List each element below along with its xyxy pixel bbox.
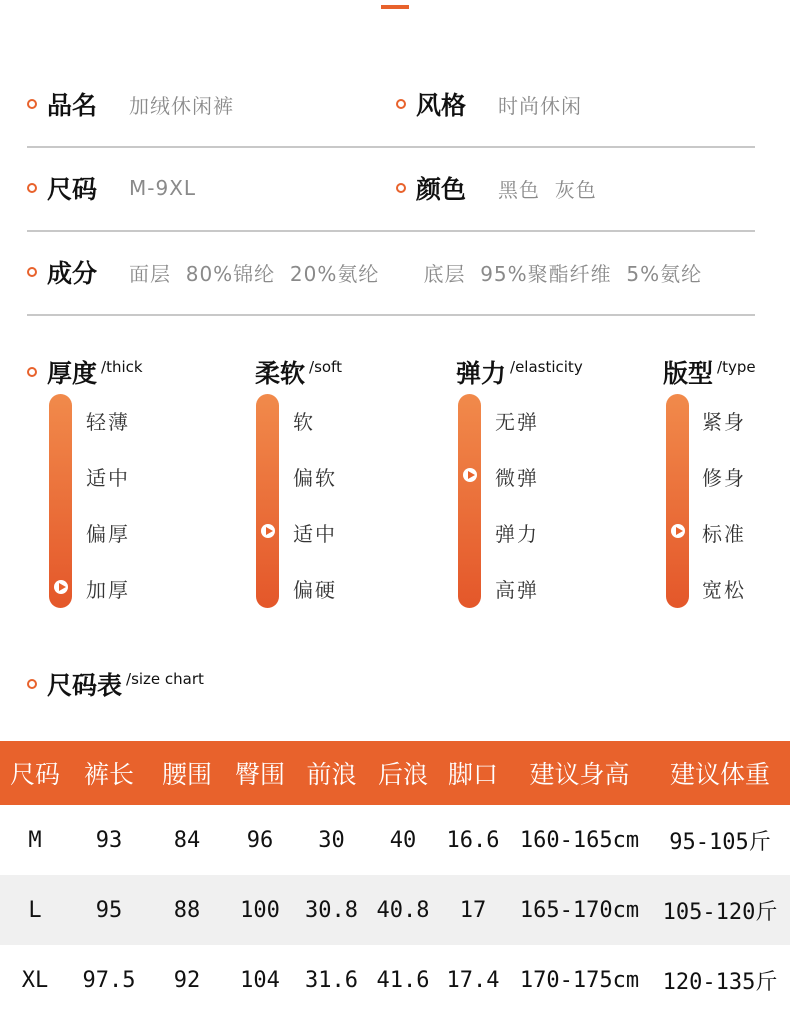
table-cell: 95 (70, 875, 148, 945)
table-cell: L (0, 875, 70, 945)
bullet-ring-icon (396, 99, 406, 109)
attribute-en-label: /type (717, 358, 756, 376)
table-cell: 93 (95, 827, 123, 853)
info-value: M-9XL (129, 176, 197, 200)
column-header: 建议体重 (650, 741, 790, 805)
size-table (0, 741, 790, 1015)
table-cell: 40.8 (369, 875, 437, 945)
bullet-ring-icon (27, 367, 37, 377)
scale-level: 适中 (293, 522, 337, 546)
scale-level: 轻薄 (86, 410, 130, 434)
table-cell: 41.6 (376, 967, 430, 993)
table-header-row (0, 741, 790, 805)
info-label: 颜色 (416, 175, 467, 204)
info-value: 黑色 灰色 (498, 177, 597, 202)
info-label: 尺码 (47, 175, 98, 204)
info-value: 时尚休闲 (498, 93, 583, 118)
table-cell: 160-165cm (519, 827, 640, 853)
info-row-name-style (27, 62, 755, 148)
bullet-ring-icon (27, 267, 37, 277)
info-label: 成分 (47, 259, 98, 288)
size-chart-en-label: /size chart (126, 670, 204, 688)
scale-bar (666, 394, 689, 608)
scale-level: 微弹 (495, 466, 539, 490)
table-row (0, 805, 790, 875)
table-cell: 95-105斤 (669, 829, 771, 855)
attribute-header (663, 352, 783, 392)
table-cell: 40 (389, 827, 417, 853)
play-marker-icon (261, 524, 275, 538)
bullet-ring-icon (27, 99, 37, 109)
scale-level: 修身 (702, 466, 746, 490)
column-header: 后浪 (369, 741, 437, 805)
info-label: 风格 (416, 91, 467, 120)
table-cell: 31.6 (305, 967, 358, 993)
play-marker-icon (463, 468, 477, 482)
info-item-size (27, 146, 196, 230)
scale-bar (458, 394, 481, 608)
scale-level: 高弹 (495, 578, 539, 602)
table-cell: 30 (318, 827, 345, 853)
table-cell: 92 (173, 967, 201, 993)
play-marker-icon (671, 524, 685, 538)
scale-level: 适中 (86, 466, 130, 490)
table-cell: 88 (148, 875, 226, 945)
table-cell: 165-170cm (509, 875, 650, 945)
attribute-title: 厚度 (47, 359, 98, 388)
column-header: 脚口 (437, 741, 509, 805)
attribute-thick (27, 352, 207, 612)
info-value: 加绒休闲裤 (129, 93, 235, 118)
scale-level: 偏软 (293, 466, 337, 490)
scale-bar (49, 394, 72, 608)
table-row (0, 875, 790, 945)
bullet-ring-icon (27, 679, 37, 689)
scale-level: 无弹 (495, 410, 539, 434)
info-label: 品名 (47, 91, 98, 120)
scale-level: 宽松 (702, 578, 746, 602)
play-marker-icon (54, 580, 68, 594)
attribute-header (255, 352, 435, 392)
info-item-color (396, 146, 597, 230)
table-cell: 100 (226, 875, 294, 945)
table-cell: 96 (246, 827, 274, 853)
table-cell: 170-175cm (519, 967, 640, 993)
attribute-en-label: /soft (309, 358, 342, 376)
table-cell: 17 (437, 875, 509, 945)
scale-level: 偏硬 (293, 578, 337, 602)
table-cell: 97.5 (82, 967, 136, 993)
scale-level: 软 (293, 410, 315, 434)
column-header: 前浪 (294, 741, 369, 805)
scale-bar (256, 394, 279, 608)
scale-level: 偏厚 (86, 522, 130, 546)
info-value: 面层 80%锦纶 20%氨纶 底层 95%聚酯纤维 5%氨纶 (129, 261, 703, 286)
scale-level: 紧身 (702, 410, 746, 434)
attribute-header (27, 352, 207, 392)
bullet-ring-icon (396, 183, 406, 193)
attribute-header (456, 352, 656, 392)
bullet-ring-icon (27, 183, 37, 193)
top-accent-bar (381, 5, 409, 9)
size-chart-title: 尺码表 (47, 671, 123, 700)
info-row-size-color (27, 146, 755, 232)
attribute-elasticity (456, 352, 656, 612)
size-chart-header (27, 664, 204, 704)
info-item-name (27, 62, 234, 146)
attribute-title: 弹力 (456, 359, 507, 388)
column-header: 腰围 (148, 741, 226, 805)
info-item-composition (27, 230, 702, 314)
table-cell: XL (21, 967, 49, 993)
attribute-title: 版型 (663, 359, 714, 388)
table-cell: 120-135斤 (662, 969, 778, 995)
table-cell: 105-120斤 (650, 875, 790, 945)
table-cell: 84 (173, 827, 201, 853)
table-cell: 104 (240, 967, 280, 993)
table-cell: M (28, 827, 42, 853)
attribute-soft (255, 352, 435, 612)
scale-level: 标准 (702, 522, 746, 546)
info-row-composition (27, 230, 755, 316)
attribute-en-label: /elasticity (510, 358, 583, 376)
scale-level: 加厚 (86, 578, 130, 602)
attribute-type (663, 352, 783, 612)
column-header: 裤长 (70, 741, 148, 805)
attribute-en-label: /thick (101, 358, 143, 376)
column-header: 建议身高 (509, 741, 650, 805)
column-header: 尺码 (0, 741, 70, 805)
table-cell: 16.6 (446, 827, 500, 853)
attribute-title: 柔软 (255, 359, 306, 388)
table-row (0, 945, 790, 1015)
column-header: 臀围 (226, 741, 294, 805)
table-cell: 17.4 (446, 967, 500, 993)
info-item-style (396, 62, 582, 146)
table-cell: 30.8 (294, 875, 369, 945)
scale-level: 弹力 (495, 522, 539, 546)
